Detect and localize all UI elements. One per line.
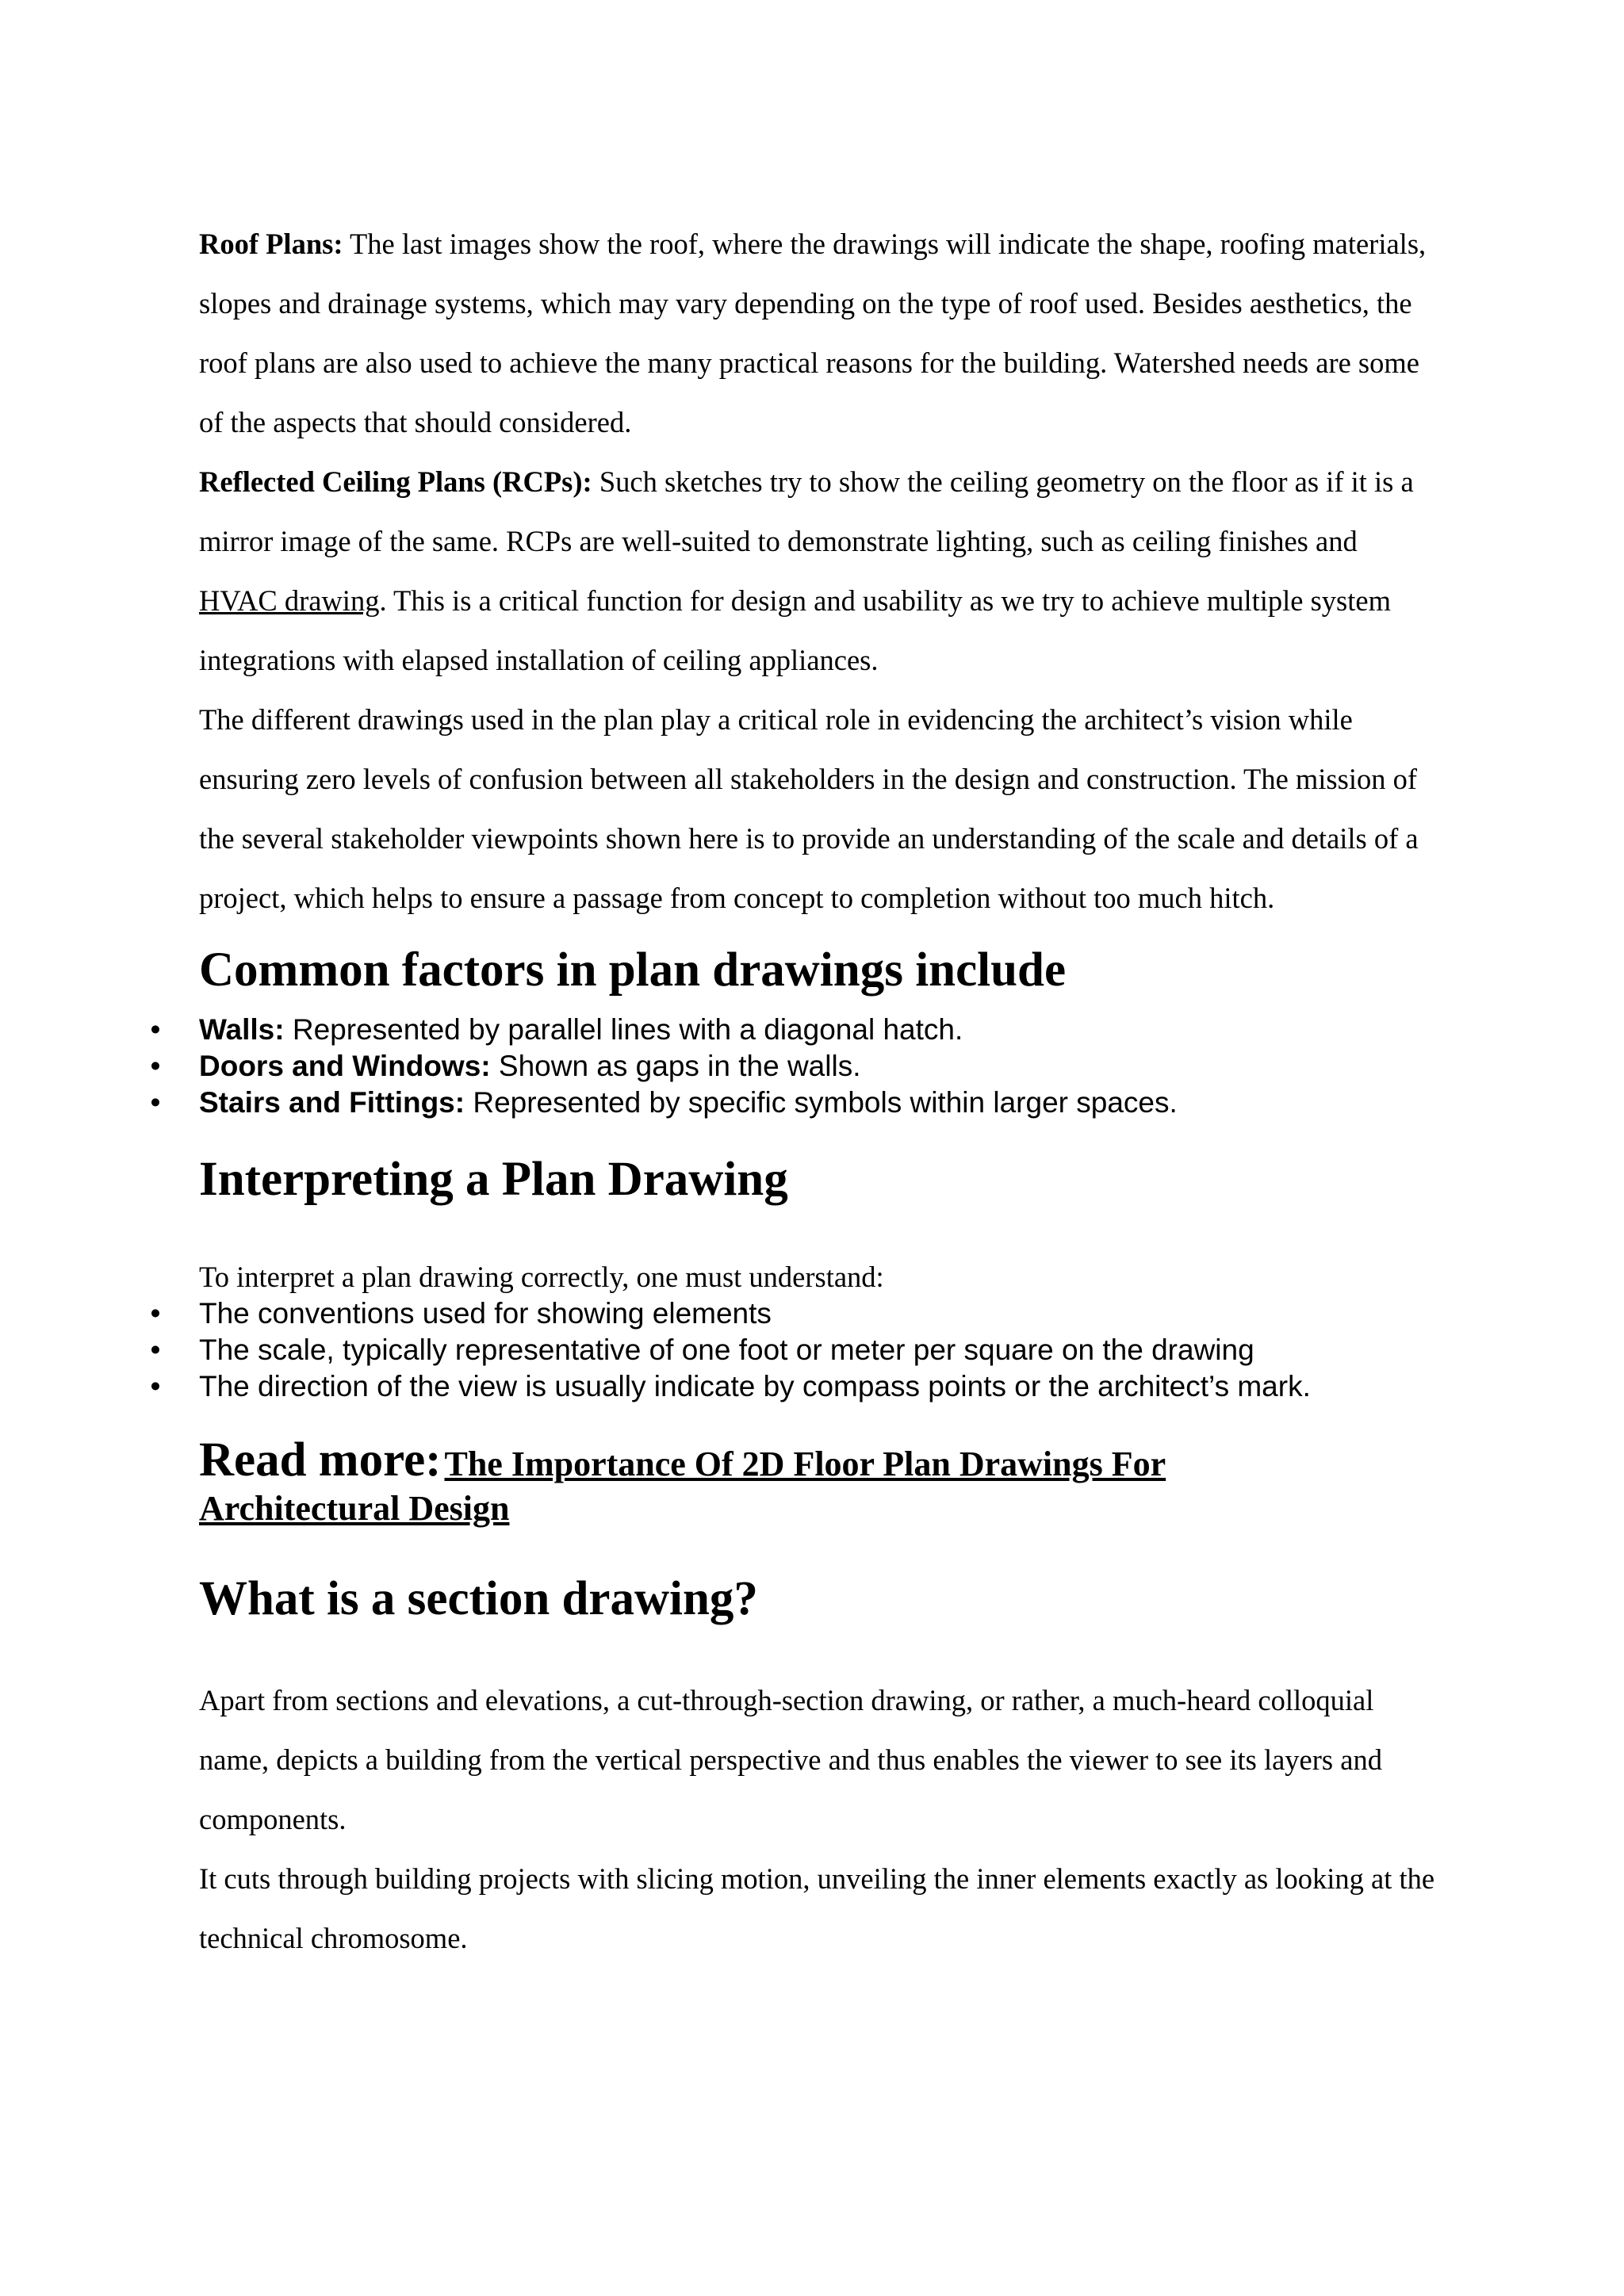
section-drawing-paragraph-2: It cuts through building projects with slicing motion, unveiling the inner elements exactly as looking at the technical chromosome. — [199, 1862, 1435, 1954]
bullet-icon: • — [150, 1013, 161, 1046]
page-content — [150, 214, 1436, 1968]
list-item — [144, 1012, 1476, 1048]
read-more — [199, 1433, 1436, 1531]
bullet-icon: • — [150, 1334, 161, 1366]
list-item — [144, 1332, 1476, 1368]
list-item-text: Represented by parallel lines with a diagonal hatch. — [284, 1013, 963, 1046]
common-factors-list — [144, 1012, 1476, 1121]
read-more-link-continued[interactable]: Architectural Design — [199, 1489, 510, 1528]
rcp-text-after: . This is a critical function for design and usability as we try to achieve multiple system integrations with elapsed installation of ceiling appliances. — [199, 584, 1391, 676]
list-item-label: Stairs and Fittings: — [199, 1086, 465, 1119]
list-item-text: The conventions used for showing elements — [199, 1297, 772, 1330]
list-item-text: The direction of the view is usually indicate by compass points or the architect’s mark. — [199, 1370, 1311, 1402]
list-item — [144, 1085, 1476, 1121]
summary-paragraph: The different drawings used in the plan play a critical role in evidencing the architect’s vision while ensuring zero levels of confusion between all stakeholders in the design and construction. The mission of the several stakeholder viewpoints shown here is to provide an understanding of the scale and details of a project, which helps to ensure a passage from concept to completion without too much hitch. — [199, 703, 1419, 914]
interpreting-heading: Interpreting a Plan Drawing — [199, 1153, 788, 1206]
section-drawing-paragraph-1: Apart from sections and elevations, a cut-through-section drawing, or rather, a much-heard colloquial name, depicts a building from the vertical perspective and thus enables the viewer to see its layers and components. — [199, 1684, 1382, 1835]
bullet-icon: • — [150, 1297, 161, 1330]
list-item-label: Doors and Windows: — [199, 1050, 491, 1082]
list-item — [144, 1368, 1476, 1405]
list-item-text: The scale, typically representative of one foot or meter per square on the drawing — [199, 1334, 1254, 1366]
roof-plans-label: Roof Plans: — [199, 228, 343, 260]
common-factors-heading: Common factors in plan drawings include — [199, 943, 1067, 997]
bullet-icon: • — [150, 1086, 161, 1119]
roof-plans-text: The last images show the roof, where the drawings will indicate the shape, roofing materials, slopes and drainage systems, which may vary depending on the type of roof used. Besides aesthetics, the roof plans are also used to achieve the many practical reasons for the building. Watershed needs are some of the aspects that should considered. — [199, 228, 1427, 438]
rcp-text-before: Such sketches try to show the ceiling geometry on the floor as if it is a mirror image of the same. RCPs are well-suited to demonstrate lighting, such as ceiling finishes and — [199, 465, 1414, 557]
list-item-text: Shown as gaps in the walls. — [490, 1050, 861, 1082]
list-item — [144, 1295, 1476, 1332]
list-item-text: Represented by specific symbols within larger spaces. — [465, 1086, 1178, 1119]
rcp-label: Reflected Ceiling Plans (RCPs): — [199, 465, 592, 498]
bullet-icon: • — [150, 1370, 161, 1402]
list-item — [144, 1048, 1476, 1085]
read-more-link[interactable]: The Importance Of 2D Floor Plan Drawings For — [444, 1445, 1166, 1483]
list-item-label: Walls: — [199, 1013, 285, 1046]
interpreting-list — [144, 1295, 1476, 1405]
hvac-drawing-link[interactable]: HVAC drawing — [199, 584, 380, 617]
section-drawing-heading: What is a section drawing? — [199, 1572, 758, 1625]
read-more-label: Read more: — [199, 1433, 442, 1487]
bullet-icon: • — [150, 1050, 161, 1082]
interpreting-intro: To interpret a plan drawing correctly, one must understand: — [199, 1261, 884, 1293]
rcp-paragraph — [199, 452, 1436, 690]
roof-plans-paragraph — [199, 214, 1436, 452]
